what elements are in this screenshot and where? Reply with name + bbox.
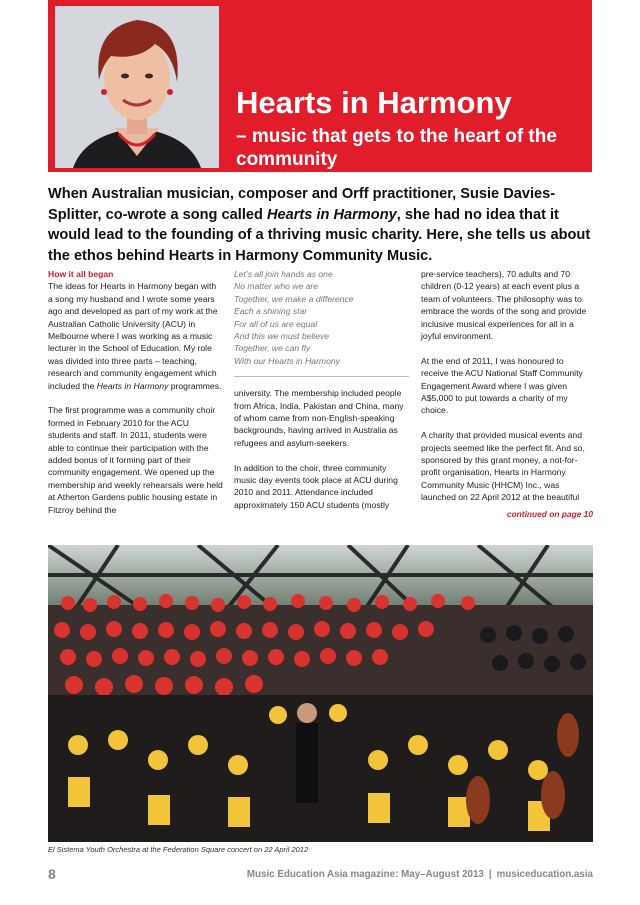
- continued-link[interactable]: continued on page 10: [506, 508, 593, 519]
- article-paragraph: In addition to the choir, three community music day events took place at ACU during 2010 and 2011. Attendance included approximately 150 ACU students (mostly: [234, 462, 398, 510]
- paragraph-text-end: programmes.: [168, 380, 222, 391]
- lyric-line: Each a shining star: [234, 306, 308, 317]
- lyric-line: With our Hearts in Harmony: [234, 355, 340, 366]
- song-lyrics: [234, 268, 409, 367]
- lead-text-end: , she had no idea that it would lead to the founding of a thriving music charity. Here, she tells us about the ethos behind Hearts in Harmony Community Music.: [48, 206, 591, 264]
- article-paragraph: pre-service teachers), 70 adults and 70 children (0-12 years) at each event plus a team of volunteers. The philosophy was to embrace the words of the song and provide inclusive musical experiences for all in a joyful environment.: [421, 269, 587, 342]
- website-link[interactable]: musiceducation.asia: [496, 869, 593, 880]
- footer: [247, 869, 593, 880]
- article-paragraph: A charity that provided musical events and projects seemed like the perfect fit. And so, sponsored by this grant money, a not-for-profit organisation, Hearts in Harmony Community Music (HHCM) Inc., was launched on 22 April 2012 at the beautiful: [421, 430, 585, 503]
- lyric-line: For all of us are equal: [234, 318, 318, 329]
- article-column-2: [234, 268, 409, 524]
- orchestra-photo: [48, 545, 593, 842]
- article-paragraph: At the end of 2011, I was honoured to receive the ACU National Staff Community Engagement Award where I was given A$5,000 to put towards a charity of my choice.: [421, 355, 583, 416]
- photo-caption: El Sistema Youth Orchestra at the Federation Square concert on 22 April 2012: [48, 845, 309, 854]
- article-column-3: [421, 268, 593, 520]
- magazine-name: Music Education Asia magazine: May–August 2013: [246, 869, 484, 880]
- orchestra-photo-illustration: [48, 545, 593, 842]
- divider: [234, 376, 409, 377]
- page-subtitle: – music that gets to the heart of the community: [236, 126, 557, 170]
- lyric-line: Together, we can fly: [234, 343, 311, 354]
- lyric-line: Let’s all join hands as one: [234, 269, 333, 279]
- lead-text-start: When Australian musician, composer and Orff practitioner, Susie Davies-Splitter, co-wrote a song called: [48, 186, 556, 223]
- author-portrait-illustration: [55, 6, 219, 168]
- programme-name: Hearts in Harmony: [96, 380, 169, 391]
- section-heading: How it all began: [48, 269, 114, 279]
- article-paragraph: [48, 280, 223, 392]
- lyric-line: Together, we make a difference: [234, 293, 354, 304]
- lyric-line: And this we must believe: [234, 331, 330, 342]
- lyric-line: No matter who we are: [234, 281, 319, 292]
- author-portrait: [55, 6, 219, 168]
- footer-separator: |: [488, 869, 492, 880]
- article-paragraph: university. The membership included people from Africa, India, Pakistan and China, many of whom came from non-English-speaking backgrounds, having arrived in Australia as refugees and asylum-seekers.: [234, 388, 404, 448]
- lead-paragraph: [48, 184, 593, 266]
- article-column-1: [48, 268, 223, 529]
- lead-song-title: Hearts in Harmony: [266, 206, 397, 223]
- article-paragraph: The first programme was a community choir formed in February 2010 for the ACU students and staff. In 2011, students were able to continue their participation with the added bonus of it forming part of their community engagement. We opened up the membership and weekly rehearsals were held at Atherton Gardens public housing estate in Fitzroy behind the: [48, 405, 223, 515]
- page-number: 8: [48, 866, 56, 882]
- page-title: Hearts in Harmony: [236, 85, 512, 120]
- paragraph-text: The ideas for Hearts in Harmony began with a song my husband and I wrote some years ago and developed as part of my work at the Australian Catholic University (ACU) in Melbourne where I was working as a music lecturer in the School of Education. My role was divided into three parts – teaching, research and community engagement which included the: [48, 281, 218, 391]
